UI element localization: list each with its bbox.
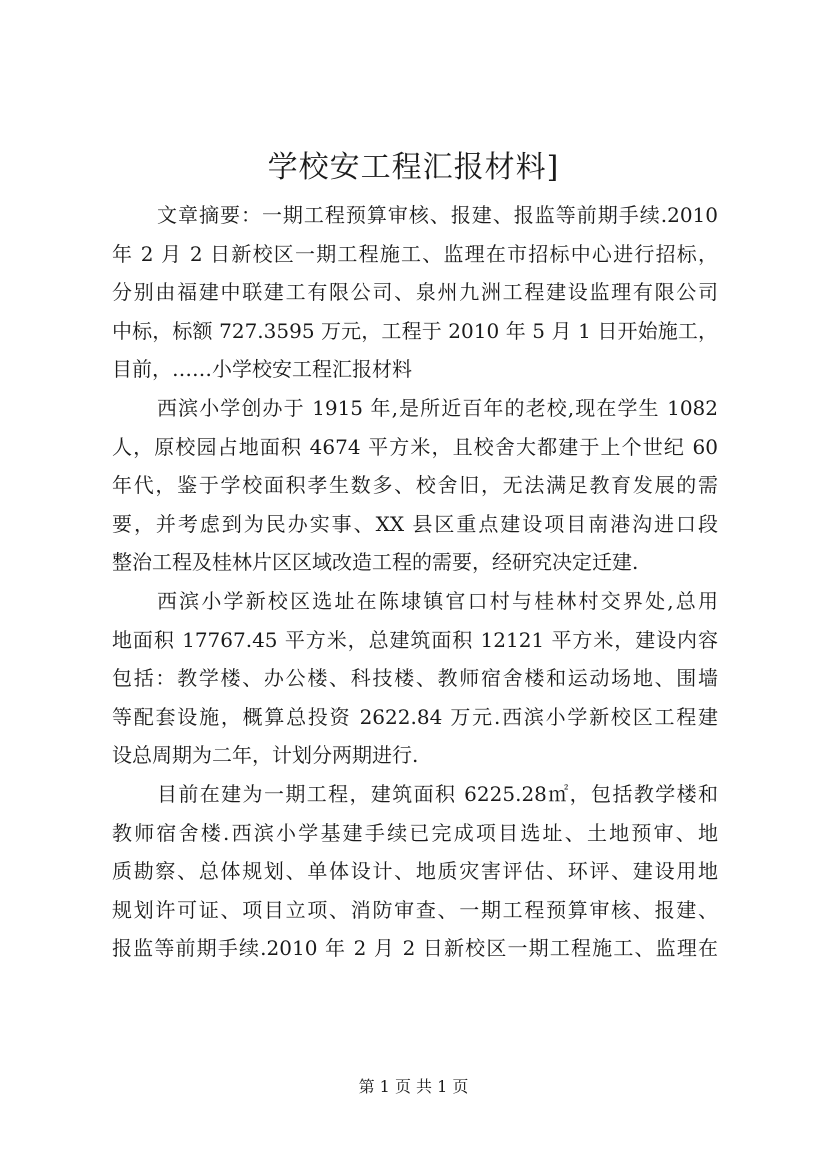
document-body xyxy=(112,196,718,968)
text-line: 分别由福建中联建工有限公司、泉州九洲工程建设监理有限公司 xyxy=(112,280,718,305)
text-line: 人，原校园占地面积 4674 平方米，且校舍大都建于上个世纪 60 xyxy=(112,434,718,459)
text-line: 整治工程及桂林片区区域改造工程的需要，经研究决定迁建. xyxy=(112,550,639,575)
text-line: 等配套设施，概算总投资 2622.84 万元.西滨小学新校区工程建 xyxy=(112,704,718,729)
text-line: 西滨小学创办于 1915 年,是所近百年的老校,现在学生 1082 xyxy=(157,395,718,420)
page-footer: 第 1 页 共 1 页 xyxy=(358,1077,469,1096)
text-line: 设总周期为二年，计划分两期进行. xyxy=(112,743,419,768)
text-line: 目前在建为一期工程，建筑面积 6225.28㎡，包括教学楼和 xyxy=(157,781,718,806)
text-line: 质勘察、总体规划、单体设计、地质灾害评估、环评、建设用地 xyxy=(112,859,718,884)
text-line: 报监等前期手续.2010 年 2 月 2 日新校区一期工程施工、监理在 xyxy=(112,936,718,961)
text-line: 西滨小学新校区选址在陈埭镇官口村与桂林村交界处,总用 xyxy=(157,588,718,613)
text-line: 地面积 17767.45 平方米，总建筑面积 12121 平方米，建设内容 xyxy=(112,627,718,652)
text-line: 文章摘要：一期工程预算审核、报建、报监等前期手续.2010 xyxy=(157,203,718,227)
text-line: 年 2 月 2 日新校区一期工程施工、监理在市招标中心进行招标， xyxy=(112,241,718,266)
text-line: 规划许可证、项目立项、消防审查、一期工程预算审核、报建、 xyxy=(112,897,718,922)
text-line: 年代，鉴于学校面积孝生数多、校舍旧，无法满足教育发展的需 xyxy=(112,473,718,498)
text-line: 教师宿舍楼.西滨小学基建手续已完成项目选址、土地预审、地 xyxy=(112,820,718,845)
text-line: 中标，标额 727.3595 万元，工程于 2010 年 5 月 1 日开始施工， xyxy=(112,318,718,343)
text-line: 要，并考虑到为民办实事、XX 县区重点建设项目南港沟进口段 xyxy=(112,511,718,536)
document-title: 学校安工程汇报材料] xyxy=(267,150,560,185)
text-line: 包括：教学楼、办公楼、科技楼、教师宿舍楼和运动场地、围墙 xyxy=(112,666,718,691)
text-line: 目前，……小学校安工程汇报材料 xyxy=(112,357,412,382)
